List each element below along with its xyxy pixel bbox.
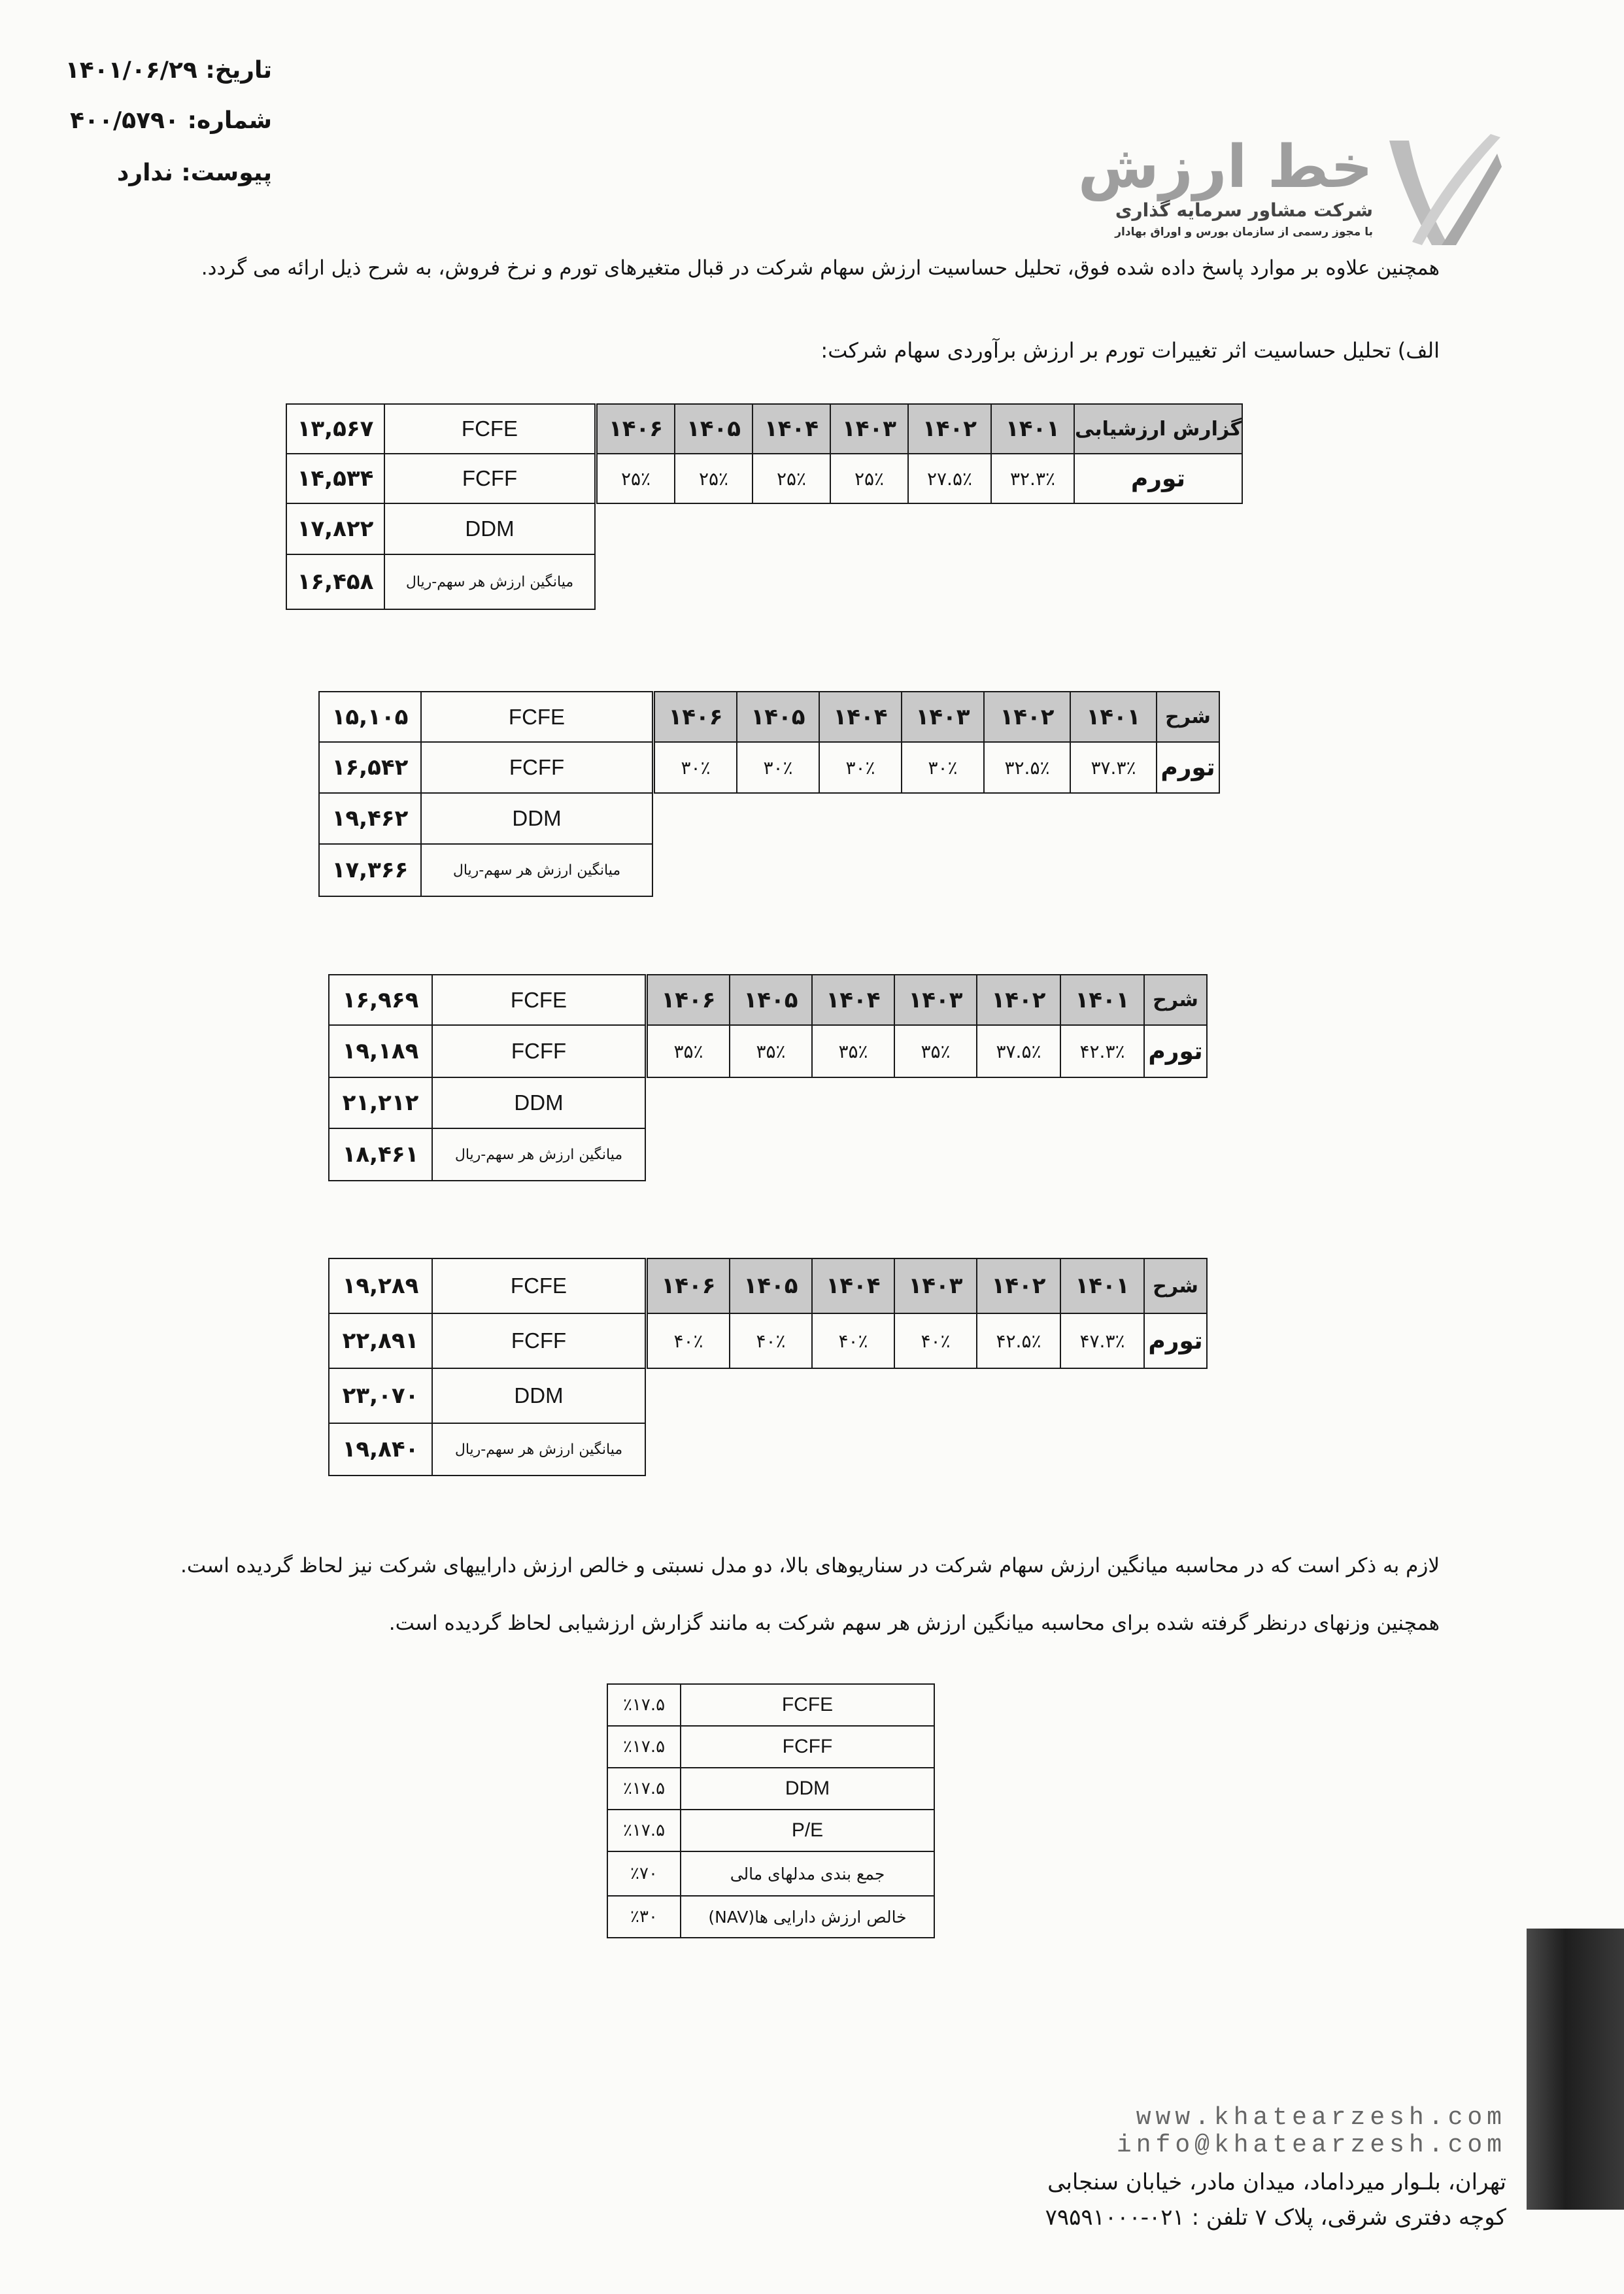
- rate-1401: ۳۷.۳٪: [1070, 742, 1157, 793]
- weight-label: FCFE: [681, 1684, 934, 1726]
- weight-label: خالص ارزش دارایی ها(NAV): [681, 1896, 934, 1938]
- average-value: ۱۸,۴۶۱: [329, 1128, 432, 1181]
- year-1404: ۱۴۰۴: [753, 404, 830, 454]
- fcff-label: FCFF: [421, 742, 652, 793]
- weight-value: ٪۳۰: [607, 1896, 681, 1938]
- weight-value: ٪۱۷.۵: [607, 1684, 681, 1726]
- average-value: ۱۶,۴۵۸: [286, 554, 384, 609]
- sensitivity-table-3: [328, 974, 1208, 1181]
- year-1404: ۱۴۰۴: [819, 692, 902, 742]
- footer-address-2: کوچه دفتری شرقی، پلاک ۷ تلفن : ۰۲۱-۷۹۵۹۱۰۰۰: [1045, 2204, 1506, 2231]
- rate-1405: ۴۰٪: [730, 1313, 812, 1368]
- rate-1401: ۴۲.۳٪: [1060, 1025, 1144, 1077]
- rate-1404: ۲۵٪: [753, 454, 830, 503]
- ddm-value: ۱۷,۸۲۲: [286, 503, 384, 554]
- year-1401: ۱۴۰۱: [1060, 1258, 1144, 1313]
- ddm-value: ۱۹,۴۶۲: [319, 793, 421, 844]
- average-label: میانگین ارزش هر سهم-ریال: [432, 1128, 645, 1181]
- attachment-label: پیوست:: [181, 160, 272, 186]
- year-1402: ۱۴۰۲: [984, 692, 1070, 742]
- year-1406: ۱۴۰۶: [597, 404, 675, 454]
- inflation-label: تورم: [1144, 1313, 1207, 1368]
- scan-edge-bar: [1527, 1929, 1624, 2210]
- logo-name: خط ارزش: [1077, 133, 1373, 201]
- sensitivity-table-4: [328, 1258, 1208, 1476]
- number-label: شماره:: [187, 107, 272, 134]
- rate-1405: ۲۵٪: [675, 454, 753, 503]
- fcff-label: FCFF: [432, 1313, 645, 1368]
- inflation-label: تورم: [1074, 454, 1242, 503]
- year-1406: ۱۴۰۶: [647, 975, 730, 1025]
- rate-1402: ۳۲.۵٪: [984, 742, 1070, 793]
- weight-label: DDM: [681, 1768, 934, 1810]
- rate-1404: ۴۰٪: [812, 1313, 894, 1368]
- weight-label: FCFF: [681, 1726, 934, 1768]
- year-1405: ۱۴۰۵: [730, 975, 812, 1025]
- year-1405: ۱۴۰۵: [675, 404, 753, 454]
- fcfe-label: FCFE: [432, 975, 645, 1025]
- fcff-label: FCFF: [432, 1025, 645, 1077]
- rate-1403: ۲۵٪: [830, 454, 908, 503]
- rate-1401: ۳۲.۳٪: [991, 454, 1074, 503]
- year-1401: ۱۴۰۱: [1060, 975, 1144, 1025]
- year-1403: ۱۴۰۳: [830, 404, 908, 454]
- year-1401: ۱۴۰۱: [991, 404, 1074, 454]
- rate-1406: ۳۵٪: [647, 1025, 730, 1077]
- fcfe-label: FCFE: [384, 404, 595, 454]
- weight-value: ٪۱۷.۵: [607, 1768, 681, 1810]
- rate-1403: ۳۰٪: [902, 742, 984, 793]
- sensitivity-table-2: [318, 691, 1220, 897]
- inflation-label: تورم: [1144, 1025, 1207, 1077]
- fcfe-value: ۱۶,۹۶۹: [329, 975, 432, 1025]
- section-a-title: الف) تحلیل حساسیت اثر تغییرات تورم بر ارزش برآوردی سهام شرکت:: [820, 338, 1440, 363]
- company-logo: [1077, 127, 1497, 258]
- fcfe-value: ۱۵,۱۰۵: [319, 692, 421, 742]
- year-1406: ۱۴۰۶: [654, 692, 737, 742]
- year-1403: ۱۴۰۳: [894, 1258, 977, 1313]
- inflation-label: تورم: [1157, 742, 1219, 793]
- sensitivity-table-1: [286, 403, 1243, 610]
- footer-website: www.khatearzesh.com: [1136, 2104, 1506, 2132]
- number-value: ۴۰۰/۵۷۹۰: [70, 107, 180, 134]
- intro-paragraph: همچنین علاوه بر موارد پاسخ داده شده فوق، تحلیل حساسیت ارزش سهام شرکت در قبال متغیرهای تورم و نرخ فروش، به شرح ذیل ارائه می گردد.: [201, 256, 1440, 280]
- fcfe-label: FCFE: [421, 692, 652, 742]
- rate-1403: ۳۵٪: [894, 1025, 977, 1077]
- table-header: شرح: [1144, 975, 1207, 1025]
- footer-email: info@khatearzesh.com: [1116, 2131, 1506, 2159]
- rate-1402: ۴۲.۵٪: [977, 1313, 1060, 1368]
- table-header: شرح: [1157, 692, 1219, 742]
- ddm-label: DDM: [421, 793, 652, 844]
- fcff-value: ۲۲,۸۹۱: [329, 1313, 432, 1368]
- year-1402: ۱۴۰۲: [977, 975, 1060, 1025]
- fcff-value: ۱۹,۱۸۹: [329, 1025, 432, 1077]
- weight-label: جمع بندی مدلهای مالی: [681, 1851, 934, 1896]
- logo-mark-icon: [1383, 127, 1504, 248]
- weights-table: [607, 1683, 935, 1938]
- fcfe-value: ۱۹,۲۸۹: [329, 1258, 432, 1313]
- year-1402: ۱۴۰۲: [908, 404, 991, 454]
- note-paragraph-2: همچنین وزنهای درنظر گرفته شده برای محاسبه میانگین ارزش هر سهم شرکت به مانند گزارش ارزشیابی لحاظ گردیده است.: [388, 1611, 1440, 1635]
- ddm-label: DDM: [432, 1368, 645, 1423]
- rate-1405: ۳۰٪: [737, 742, 819, 793]
- ddm-value: ۲۳,۰۷۰: [329, 1368, 432, 1423]
- rate-1406: ۳۰٪: [654, 742, 737, 793]
- logo-license: با مجوز رسمی از سازمان بورس و اوراق بهادار: [1115, 226, 1373, 239]
- table-header: گزارش ارزشیابی: [1074, 404, 1242, 454]
- year-1402: ۱۴۰۲: [977, 1258, 1060, 1313]
- note-paragraph-1: لازم به ذکر است که در محاسبه میانگین ارزش سهام شرکت در سناریوهای بالا، دو مدل نسبتی و خالص ارزش داراییهای شرکت نیز لحاظ گردیده است.: [180, 1554, 1440, 1577]
- year-1403: ۱۴۰۳: [894, 975, 977, 1025]
- year-1401: ۱۴۰۱: [1070, 692, 1157, 742]
- average-label: میانگین ارزش هر سهم-ریال: [432, 1423, 645, 1476]
- date-value: ۱۴۰۱/۰۶/۲۹: [65, 57, 197, 84]
- footer-address-1: تهران، بلـوار میرداماد، میدان مادر، خیابان سنجابی: [1047, 2169, 1506, 2195]
- rate-1401: ۴۷.۳٪: [1060, 1313, 1144, 1368]
- average-value: ۱۷,۳۶۶: [319, 844, 421, 896]
- rate-1405: ۳۵٪: [730, 1025, 812, 1077]
- weight-value: ٪۷۰: [607, 1851, 681, 1896]
- fcff-value: ۱۴,۵۳۴: [286, 454, 384, 503]
- year-1405: ۱۴۰۵: [737, 692, 819, 742]
- year-1404: ۱۴۰۴: [812, 1258, 894, 1313]
- weight-label: P/E: [681, 1810, 934, 1851]
- logo-subtitle: شرکت مشاور سرمایه گذاری: [1115, 199, 1373, 221]
- ddm-label: DDM: [384, 503, 595, 554]
- rate-1404: ۳۵٪: [812, 1025, 894, 1077]
- ddm-label: DDM: [432, 1077, 645, 1128]
- date-line: [65, 59, 272, 82]
- rate-1406: ۲۵٪: [597, 454, 675, 503]
- average-label: میانگین ارزش هر سهم-ریال: [421, 844, 652, 896]
- year-1404: ۱۴۰۴: [812, 975, 894, 1025]
- rate-1406: ۴۰٪: [647, 1313, 730, 1368]
- weight-value: ٪۱۷.۵: [607, 1726, 681, 1768]
- average-value: ۱۹,۸۴۰: [329, 1423, 432, 1476]
- date-label: تاریخ:: [205, 57, 272, 84]
- table-header: شرح: [1144, 1258, 1207, 1313]
- rate-1402: ۳۷.۵٪: [977, 1025, 1060, 1077]
- fcfe-label: FCFE: [432, 1258, 645, 1313]
- rate-1404: ۳۰٪: [819, 742, 902, 793]
- fcff-label: FCFF: [384, 454, 595, 503]
- year-1405: ۱۴۰۵: [730, 1258, 812, 1313]
- weight-value: ٪۱۷.۵: [607, 1810, 681, 1851]
- attachment-value: ندارد: [116, 160, 173, 186]
- attachment-line: [117, 161, 272, 185]
- rate-1403: ۴۰٪: [894, 1313, 977, 1368]
- rate-1402: ۲۷.۵٪: [908, 454, 991, 503]
- average-label: میانگین ارزش هر سهم-ریال: [384, 554, 595, 609]
- fcfe-value: ۱۳,۵۶۷: [286, 404, 384, 454]
- fcff-value: ۱۶,۵۴۲: [319, 742, 421, 793]
- ddm-value: ۲۱,۲۱۲: [329, 1077, 432, 1128]
- year-1406: ۱۴۰۶: [647, 1258, 730, 1313]
- year-1403: ۱۴۰۳: [902, 692, 984, 742]
- number-line: [70, 109, 272, 133]
